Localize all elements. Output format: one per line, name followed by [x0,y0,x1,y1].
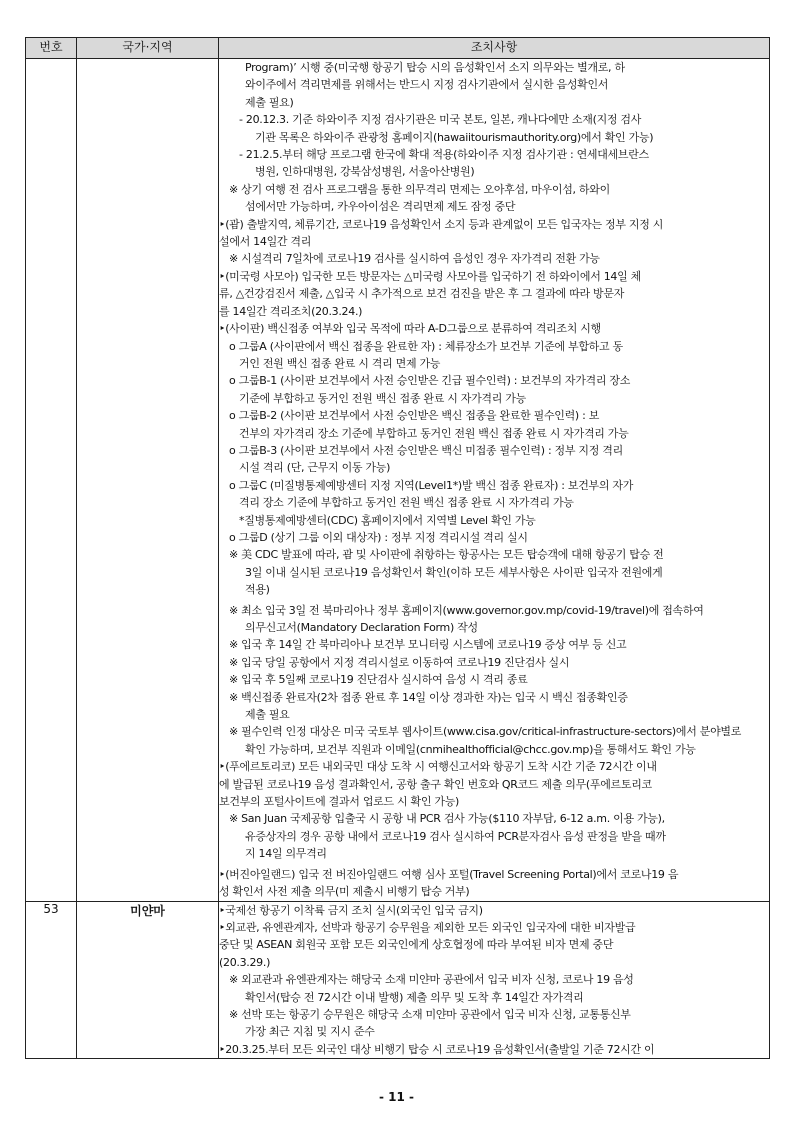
text-line: 와이주에서 격리면제를 위해서는 반드시 지정 검사기관에서 실시한 음성확인서 [245,78,609,92]
text-line: ※ 선박 또는 항공기 승무원은 해당국 소재 미얀마 공관에서 입국 비자 신청, 교통통신부 [229,1007,631,1021]
text-line: ※ 최소 입국 3일 전 북마리아나 정부 홈페이지(www.governor.gov.mp/covid-19/travel)에 접속하여 [229,603,704,617]
text-line: 확인 가능하며, 보건부 직원과 이메일(cnmihealthofficial@chcc.gov.mp)을 통해서도 확인 가능 [245,742,696,756]
text-line: 적용) [245,583,270,597]
text-line: 건부의 자가격리 장소 기준에 부합하고 동거인 전원 백신 접종 완료 시 자가격리 가능 [239,426,629,440]
text-line: ‣(버진아일랜드) 입국 전 버진아일랜드 여행 심사 포털(Travel Screening Portal)에서 코로나19 음 [219,867,679,881]
text-line: 성 확인서 사전 제출 의무(미 제출시 비행기 탑승 거부) [219,885,470,899]
text-line: 섬에서만 가능하며, 카우아이섬은 격리면제 제도 잠정 중단 [245,200,516,214]
text-line: - 21.2.5.부터 해당 프로그램 한국에 확대 적용(하와이주 지정 검사기관 : 연세대세브란스 [239,148,649,162]
text-line: 3일 이내 실시된 코로나19 음성확인서 확인(이하 모든 세부사항은 사이판 입국자 전원에게 [245,565,663,579]
text-line: ※ 필수인력 인정 대상은 미국 국토부 웹사이트(www.cisa.gov/critical-infrastructure-sectors)에서 분야별로 [229,725,742,739]
text-line: o 그룹A (사이판에서 백신 접종을 완료한 자) : 체류장소가 보건부 기준에 부합하고 동 [229,339,623,353]
text-line: 거인 전원 백신 접종 완료 시 격리 면제 가능 [239,356,441,370]
row-country [77,59,219,902]
text-line: ※ 백신접종 완료자(2차 접종 완료 후 14일 이상 경과한 자)는 입국 시 백신 접종확인증 [229,690,628,704]
text-line: o 그룹B-1 (사이판 보건부에서 사전 승인받은 긴급 필수인력) : 보건부의 자가격리 장소 [229,374,631,388]
text-line: 격리 장소 기준에 부합하고 동거인 전원 백신 접종 완료 시 자가격리 가능 [239,496,574,510]
text-line: o 그룹B-2 (사이판 보건부에서 사전 승인받은 백신 접종을 완료한 필수인력) : 보 [229,409,600,423]
text-line: 제출 필요) [245,95,294,109]
text-line: o 그룹B-3 (사이판 보건부에서 사전 승인받은 백신 미접종 필수인력) : 정부 지정 격리 [229,443,623,457]
text-line: ※ San Juan 국제공항 입출국 시 공항 내 PCR 검사 가능($110 자부담, 6-12 a.m. 이용 가능), [229,812,665,826]
text-line: Program)’ 시행 중(미국행 항공기 탑승 시의 음성확인서 소지 의무와는 별개로, 하 [245,61,625,74]
text-line: 제출 필요 [245,708,290,722]
text-line: 를 14일간 격리조치(20.3.24.) [219,304,363,318]
text-line: ‣(푸에르토리코) 모든 내외국민 대상 도착 시 여행신고서와 항공기 도착 시간 기준 72시간 이내 [219,760,657,774]
text-line: ‣(미국령 사모아) 입국한 모든 방문자는 △미국령 사모아를 입국하기 전 하와이에서 14일 체 [219,269,641,283]
text-line: 가장 최근 지침 및 지시 준수 [245,1025,375,1039]
text-line: 설에서 14일간 격리 [219,235,312,249]
text-line: ※ 시설격리 7일차에 코로나19 검사를 실시하여 음성인 경우 자가격리 전환 가능 [229,252,600,266]
table-row [26,59,770,902]
header-measures: 조치사항 [219,38,770,59]
row-num: 53 [26,901,77,1059]
text-line: 류, △건강검진서 제출, △입국 시 추가적으로 보건 검진을 받은 후 그 결과에 따라 방문자 [219,287,625,301]
text-line: ‣(사이판) 백신접종 여부와 입국 목적에 따라 A-D그룹으로 분류하여 격리조치 시행 [219,322,601,336]
text-line: ※ 입국 당일 공항에서 지정 격리시설로 이동하여 코로나19 진단검사 실시 [229,655,570,669]
table-row [26,901,770,1059]
text-line: ※ 입국 후 14일 간 북마리아나 보건부 모니터링 시스템에 코로나19 증상 여부 등 신고 [229,638,627,652]
text-line: ※ 외교관과 유엔관계자는 해당국 소재 미얀마 공관에서 입국 비자 신청, 코로나 19 음성 [229,973,634,987]
text-line: 확인서(탑승 전 72시간 이내 발행) 제출 의무 및 도착 후 14일간 자가격리 [245,990,584,1004]
text-line: ※ 상기 여행 전 검사 프로그램을 통한 의무격리 면제는 오아후섬, 마우이섬, 하와이 [229,182,610,196]
text-line: ※ 입국 후 5일째 코로나19 진단검사 실시하여 음성 시 격리 종료 [229,673,528,687]
text-line: 에 발급된 코로나19 음성 결과확인서, 공항 출구 확인 번호와 QR코드 제출 의무(푸에르토리코 [219,777,652,791]
text-line: ‣국제선 항공기 이착륙 금지 조치 실시(외국인 입국 금지) [219,903,483,917]
text-line: 기준에 부합하고 동거인 전원 백신 접종 완료 시 자가격리 가능 [239,391,526,405]
text-line: 의무신고서(Mandatory Declaration Form) 작성 [245,621,478,634]
row-measures [219,901,770,1059]
table-header-row [26,38,770,59]
text-line: ‣(괌) 출발지역, 체류기간, 코로나19 음성확인서 소지 등과 관계없이 모든 입국자는 정부 지정 시 [219,217,664,231]
page-number: - 11 - [378,1090,414,1104]
row-measures [219,59,770,902]
header-country: 국가·지역 [77,38,219,59]
text-line: ‣20.3.25.부터 모든 외국인 대상 비행기 탑승 시 코로나19 음성확인서(출발일 기준 72시간 이 [219,1042,655,1056]
text-line: 기관 목록은 하와이주 관광청 홈페이지(hawaiitourismauthority.org)에서 확인 가능) [255,130,654,144]
text-line: (20.3.29.) [219,955,271,969]
text-line: 보건부의 포털사이트에 결과서 업로드 시 확인 가능) [219,795,460,809]
text-line: ※ 美 CDC 발표에 따라, 괌 및 사이판에 취항하는 항공사는 모든 탑승객에 대해 항공기 탑승 전 [229,548,664,562]
text-line: 유증상자의 경우 공항 내에서 코로나19 검사 실시하여 PCR분자검사 음성 판정을 받을 때까 [245,829,666,843]
row-num [26,59,77,902]
measures-table [25,37,770,1059]
text-line: 병원, 인하대병원, 강북삼성병원, 서울아산병원) [255,165,475,179]
row-country: 미얀마 [77,901,219,1059]
text-line: ‣외교관, 유엔관계자, 선박과 항공기 승무원을 제외한 모든 외국인 입국자에 대한 비자발급 [219,920,636,934]
header-num: 번호 [26,38,77,59]
text-line: o 그룹D (상기 그룹 이외 대상자) : 정부 지정 격리시설 격리 실시 [229,530,528,544]
text-line: 중단 및 ASEAN 회원국 포함 모든 외국인에게 상호협정에 따라 부여된 비자 면제 중단 [219,938,614,952]
text-line: 시설 격리 (단, 근무지 이동 가능) [239,461,391,475]
text-line: - 20.12.3. 기준 하와이주 지정 검사기관은 미국 본토, 일본, 캐나다에만 소재(지정 검사 [239,113,642,127]
text-line: o 그룹C (미질병통제예방센터 지정 지역(Level1*)발 백신 접종 완료자) : 보건부의 자가 [229,478,634,492]
text-line: 지 14일 의무격리 [245,847,327,861]
text-line: *질병통제예방센터(CDC) 홈페이지에서 지역별 Level 확인 가능 [239,513,536,527]
